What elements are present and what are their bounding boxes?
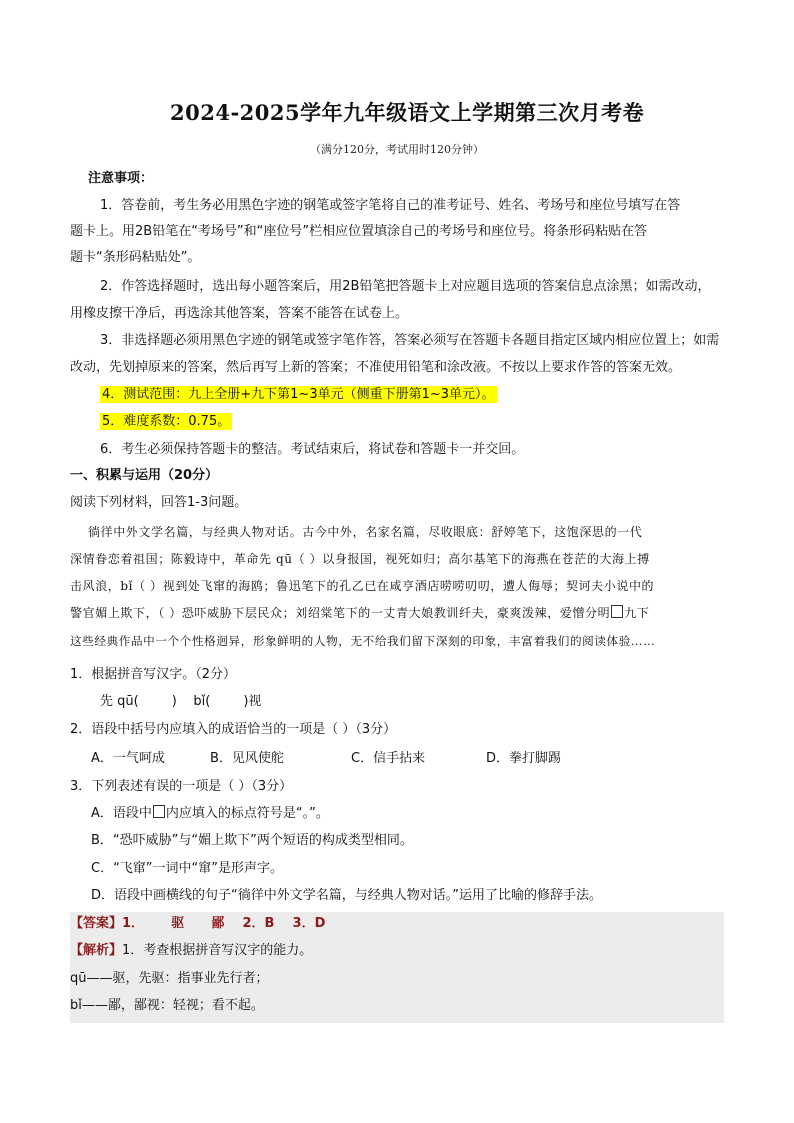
highlighted-text: 5．难度系数：0.75。 (102, 414, 231, 429)
option-d: D．拳打脚踢 (486, 751, 562, 766)
question-1-body: 先 qū( ) bǐ( )视 (100, 694, 262, 709)
option-text: 内应填入的标点符号是“。”。 (165, 806, 329, 821)
highlighted-text: 4．测试范围：九上全册+九下第1~3单元（侧重下册第1~3单元）。 (102, 387, 495, 402)
analysis-detail: qū——驱，先驱：指事业先行者； (70, 971, 269, 986)
passage-line: 深情眷恋着祖国；陈毅诗中，革命先 qū（ ）以身报国，视死如归；高尔基笔下的海燕在苍茫的大海上搏 (70, 552, 650, 566)
passage-line (70, 604, 649, 622)
option-b: B．见风使舵 (210, 751, 284, 766)
analysis-text: 1．考查根据拼音写汉字的能力。 (122, 943, 313, 958)
notice-line: 3．非选择题必须用黑色字迹的钢笔或签字笔作答，答案必须写在答题卡各题目指定区域内相应位置上；如需 (100, 333, 720, 348)
option-b: B．“恐吓威胁”与“媚上欺下”两个短语的构成类型相同。 (91, 833, 413, 848)
section-heading: 一、积累与运用（20分） (70, 468, 219, 483)
notice-difficulty (100, 413, 232, 431)
passage-line: 这些经典作品中一个个性格迥异，形象鲜明的人物，无不给我们留下深刻的印象，丰富着我们的阅读体验…… (70, 634, 656, 648)
passage-line: 击风浪，bǐ（ ）视到处飞窜的海鸥；鲁迅笔下的孔乙已在咸亨酒店唠唠叨叨，遭人侮辱；契诃夫小说中的 (70, 579, 655, 593)
option-a (91, 805, 329, 823)
question-2: 2．语段中括号内应填入的成语恰当的一项是（ ）（3分） (70, 722, 397, 737)
option-c: C．信手拈来 (351, 751, 426, 766)
question-1: 1．根据拼音写汉字。（2分） (70, 667, 237, 682)
notice-line: 2．作答选择题时，选出每小题答案后，用2B铅笔把答题卡上对应题目选项的答案信息点涂黑；如需改动， (100, 279, 711, 294)
notice-line: 用橡皮擦干净后，再选涂其他答案，答案不能答在试卷上。 (70, 306, 409, 321)
option-a: A．一气呵成 (91, 751, 165, 766)
notice-line: 1．答卷前，考生务必用黑色字迹的钢笔或签字笔将自己的准考证号、姓名、考场号和座位号填写在答 (100, 198, 681, 213)
blank-box-icon (611, 605, 623, 618)
question-3: 3．下列表述有误的一项是（ ）（3分） (70, 779, 293, 794)
analysis-line (70, 942, 312, 960)
notice-line: 改动，先划掉原来的答案，然后再写上新的答案；不准使用铅笔和涂改液。不按以上要求作答的答案无效。 (70, 360, 682, 375)
notice-scope (100, 386, 497, 404)
option-text: A．语段中 (91, 806, 152, 821)
analysis-label: 【解析】 (70, 943, 123, 958)
analysis-detail: bǐ——鄙，鄙视：轻视；看不起。 (70, 998, 264, 1013)
notice-line: 6．考生必须保持答题卡的整洁。考试结束后，将试卷和答题卡一并交回。 (100, 442, 525, 457)
blank-box-icon (153, 805, 165, 818)
page-title: 2024-2025学年九年级语文上学期第三次月考卷 (170, 100, 645, 125)
passage-line: 徜徉中外文学名篇，与经典人物对话。古今中外，名家名篇，尽收眼底：舒婷笔下，这饱深思的一代 (88, 525, 643, 539)
notice-line: 题卡“条形码粘贴处”。 (70, 250, 201, 265)
notice-line: 题卡上。用2B铅笔在“考场号”和“座位号”栏相应位置填涂自己的考场号和座位号。将条形码粘贴在答 (70, 224, 648, 239)
passage-text: 警官媚上欺下，（ ）恐吓威胁下层民众；刘绍棠笔下的一丈青大娘教训纤夫，豪爽泼辣，爱憎分明 (70, 606, 611, 620)
option-c: C．“飞窜”一词中“窜”是形声字。 (91, 861, 284, 876)
answer-text: 1． 驱 鄙 2．B 3．D (122, 916, 326, 931)
option-d: D．语段中画横线的句子“徜徉中外文学名篇，与经典人物对话。”运用了比喻的修辞手法。 (91, 888, 602, 903)
answer-label: 【答案】 (70, 916, 123, 931)
passage-text: 九下 (624, 606, 650, 620)
page-subtitle: （满分120分，考试用时120分钟） (310, 143, 484, 156)
answer-line (70, 915, 325, 933)
notice-heading: 注意事项： (88, 171, 154, 186)
instruction: 阅读下列材料，回答1-3问题。 (70, 495, 248, 510)
